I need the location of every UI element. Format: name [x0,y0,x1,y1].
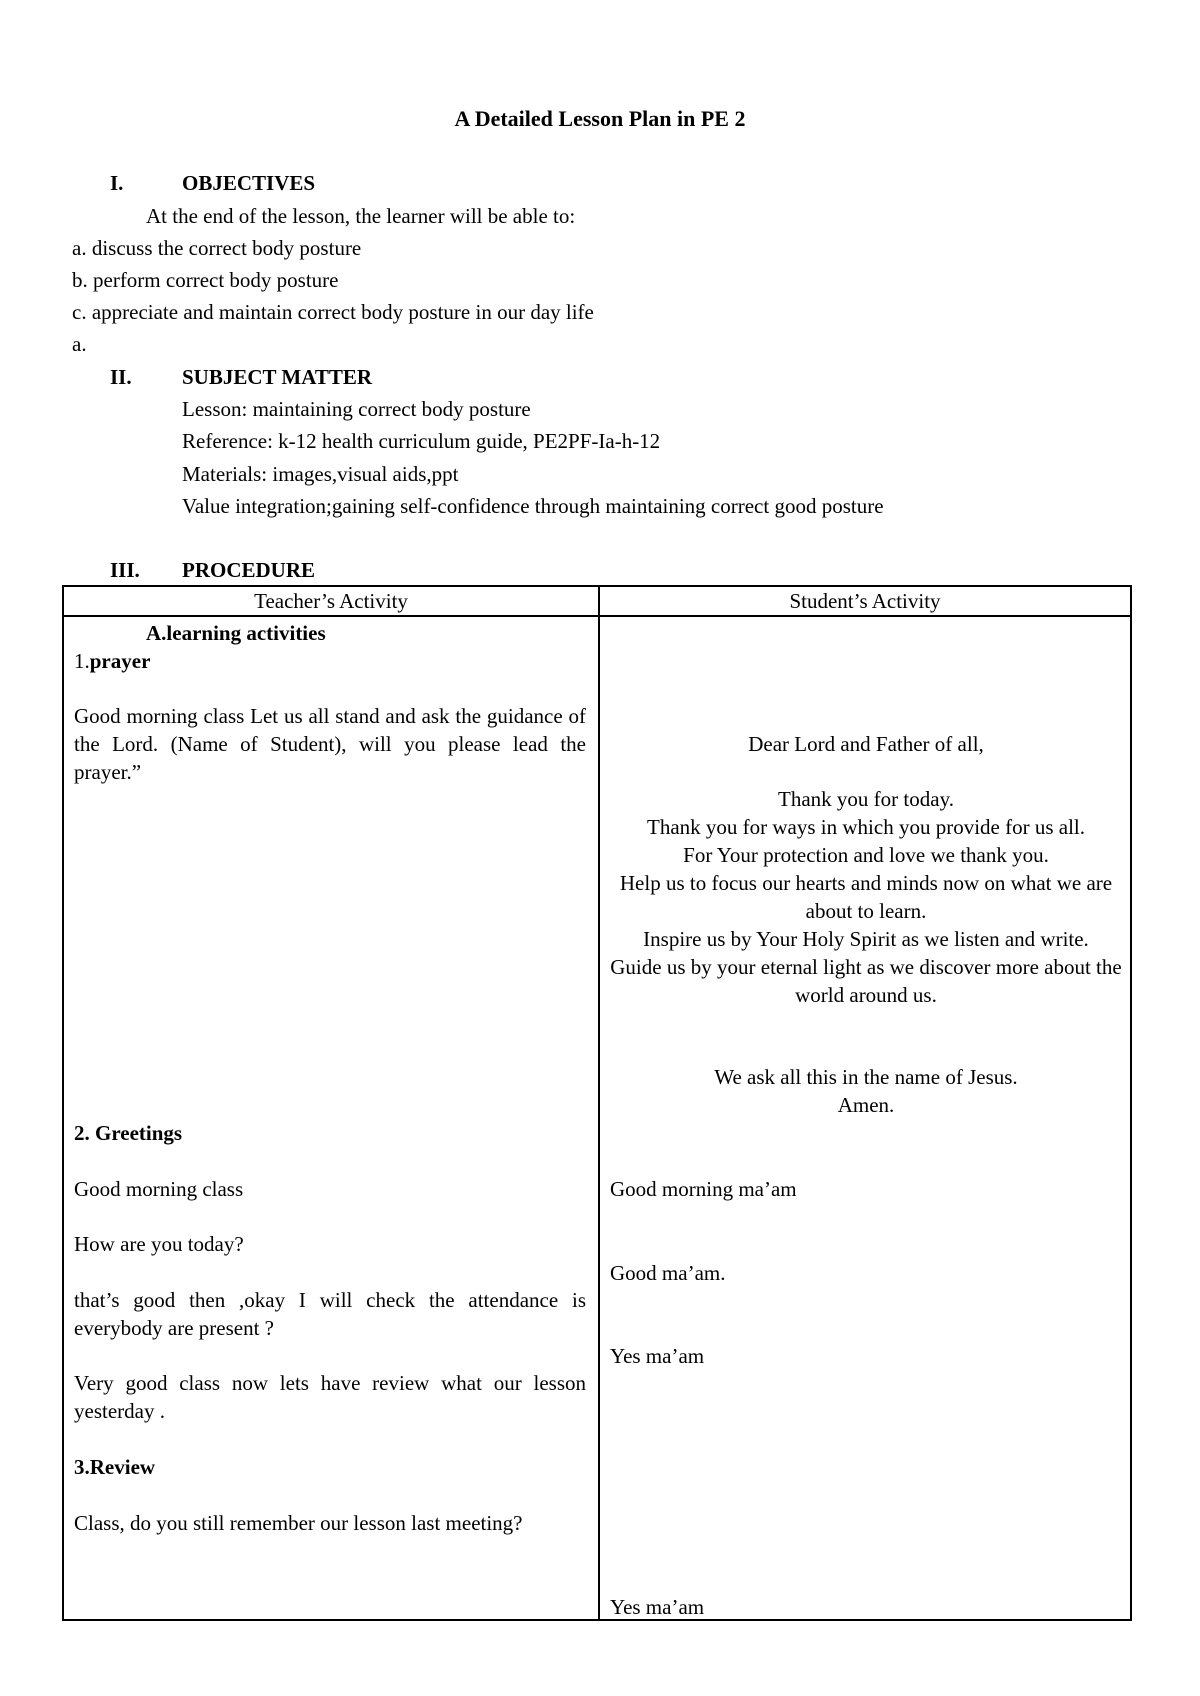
procedure-table [62,585,1132,1621]
objectives-heading: OBJECTIVES [182,171,316,195]
objective-item: c. appreciate and maintain correct body posture in our day life [72,300,594,324]
objectives-numeral: I. [110,171,124,195]
student-review-line: Yes ma’am [610,1595,705,1619]
review-heading: 3.Review [74,1455,156,1479]
subject-matter-numeral: II. [110,365,132,389]
student-activity-header: Student’s Activity [789,589,941,613]
student-prayer-opening: Dear Lord and Father of all, [748,732,984,756]
subject-matter-line: Value integration;gaining self-confidence through maintaining correct good posture [182,494,884,518]
subject-matter-line: Materials: images,visual aids,ppt [182,462,459,486]
teacher-review-line: Class, do you still remember our lesson last meeting? [74,1511,523,1535]
student-prayer-body: Thank you for today. Thank you for ways in which you provide for us all. For Your protection and love we thank you. Help us to focus our hearts and minds now on what we are about to learn. Inspire us by Your Holy Spirit as we listen and write. Guide us by your eternal light as we discover more about the world around us. [610,787,1122,1007]
teacher-greeting-line: that’s good then ,okay I will check the attendance is everybody are present ? [74,1288,586,1340]
teacher-greeting-line: Good morning class [74,1177,244,1201]
subject-matter-line: Lesson: maintaining correct body posture [182,397,531,421]
student-greeting-line: Good ma’am. [610,1261,726,1285]
objectives-intro: At the end of the lesson, the learner will be able to: [146,204,576,228]
teacher-activity-header: Teacher’s Activity [254,589,408,613]
student-greeting-line: Good morning ma’am [610,1177,797,1201]
column-divider [598,587,600,1619]
prayer-label: prayer [89,649,151,673]
teacher-greeting-line: Very good class now lets have review what our lesson yesterday . [74,1371,586,1423]
objective-item: a. discuss the correct body posture [72,236,362,260]
section-learning-activities: A.learning activities [146,621,326,645]
prayer-heading [74,647,150,675]
prayer-number: 1. [74,649,90,673]
document-title: A Detailed Lesson Plan in PE 2 [454,106,746,131]
greetings-heading: 2. Greetings [74,1121,183,1145]
subject-matter-heading: SUBJECT MATTER [182,365,373,389]
teacher-prayer-text: Good morning class Let us all stand and ask the guidance of the Lord. (Name of Student), will you please lead the prayer.” [74,704,586,784]
procedure-heading: PROCEDURE [182,558,316,582]
student-greeting-line: Yes ma’am [610,1344,705,1368]
objective-item: b. perform correct body posture [72,268,339,292]
objective-item: a. [72,332,87,356]
student-prayer-closing: We ask all this in the name of Jesus. Amen. [714,1065,1018,1117]
header-divider [64,615,1130,617]
procedure-numeral: III. [110,558,140,582]
subject-matter-line: Reference: k-12 health curriculum guide, PE2PF-Ia-h-12 [182,429,661,453]
teacher-greeting-line: How are you today? [74,1232,244,1256]
